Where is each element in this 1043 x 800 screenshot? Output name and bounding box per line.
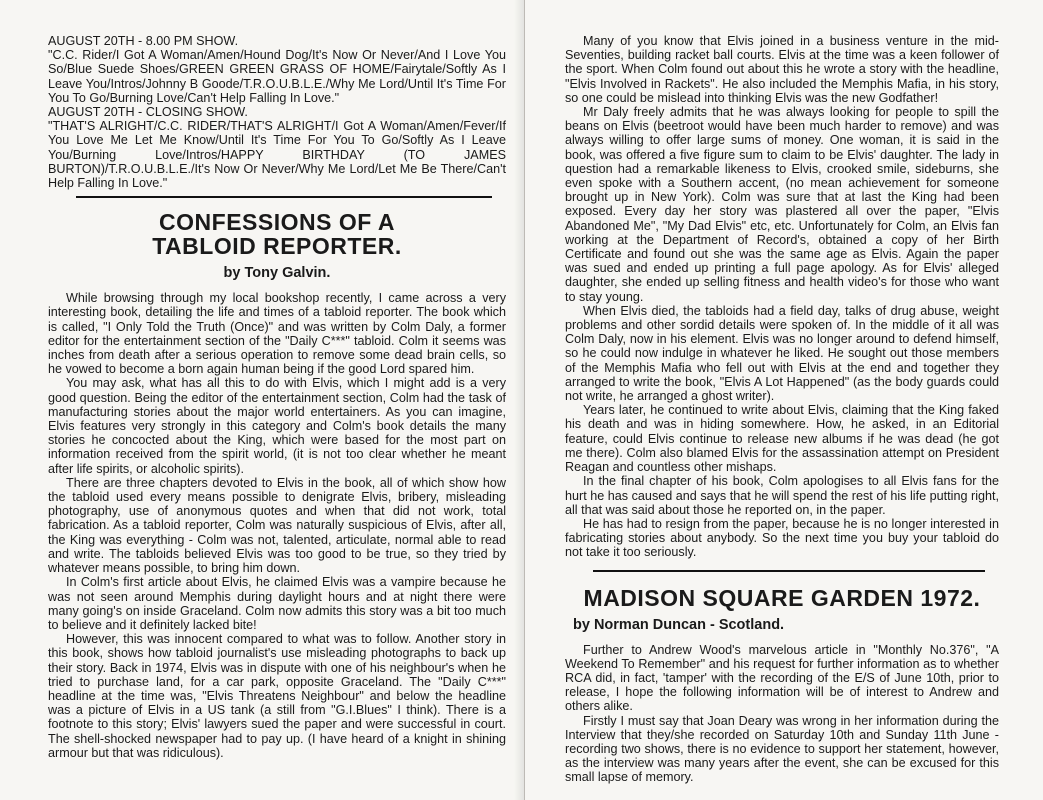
article-paragraph: In Colm's first article about Elvis, he claimed Elvis was a vampire because he was not seen around Memphis during daylight hours and at night there were many going's on inside Graceland. Colm now admits this story was a bit too much to believe and it definitely lacked bite! — [48, 575, 506, 632]
article-title-line-1: CONFESSIONS OF A — [159, 209, 395, 236]
continued-article-body — [565, 34, 999, 560]
article-body — [48, 291, 506, 760]
article-paragraph: Further to Andrew Wood's marvelous article in "Monthly No.376", "A Weekend To Remember" and his request for further information as to whether RCA did, in fact, 'tamper' with the recording of the E/S of June 10th, prior to release, I hope the following information will be of interest to Andrew and others alike. — [565, 642, 999, 714]
setlist-songs-1: "C.C. Rider/I Got A Woman/Amen/Hound Dog/It's Now Or Never/And I Love You So/Blue Suede Shoes/GREEN GREEN GRASS OF HOME/Fairytale/Softly As I Leave You/Intros/Johnny B Goode/T.R.O.U.B.L.E./Why Me Lord/Until It's Time For You To Go/Burning Love/Can't Help Falling In Love." — [48, 48, 506, 105]
article-paragraph: You may ask, what has all this to do with Elvis, which I might add is a very good question. Being the editor of the entertainment section, Colm had the task of manufacturing stories about the major world entertainers. As you can imagine, Elvis features very strongly in this category and Colm's book details the many stories he concocted about the King, which were based for the most part on information received from the spirit world, (it is not too clear whether he meant after life spirits, or alcoholic spirits). — [48, 376, 506, 476]
article-paragraph: He has had to resign from the paper, because he is no longer interested in fabricating stories about anybody. So the next time you buy your tabloid do not take it too seriously. — [565, 516, 999, 560]
article-paragraph: However, this was innocent compared to what was to follow. Another story in this book, shows how tabloid journalist's use misleading photographs to back up their story. Back in 1974, Elvis was in dispute with one of his neighbour's when he tried to purchase land, for a car park, opposite Graceland. The "Daily C***" headline at the time was, "Elvis Threatens Neighbour" and below the headline was a picture of Elvis in a US tank (a still from "G.I.Blues" I think). There is a footnote to this story; Elvis' lawyers sued the paper and were successful in court. The shell-shocked newspaper had to pay up. (I have heard of a knight in shining armour but that was ridiculous). — [48, 632, 506, 760]
article-byline: by Norman Duncan - Scotland. — [573, 616, 785, 633]
article-title-line-2: TABLOID REPORTER. — [152, 233, 402, 260]
article-paragraph: In the final chapter of his book, Colm apologises to all Elvis fans for the hurt he has caused and says that he will spend the rest of his life putting right, all that was said about those he reported on, in the paper. — [565, 474, 999, 517]
article-body — [565, 643, 999, 785]
article-paragraph: Mr Daly freely admits that he was always looking for people to spill the beans on Elvis (beetroot would have been much harder to remove) and was always willing to offer large sums of money. One woman, it is said in the book, was offered a five figure sum to claim to be Elvis' daughter. The lady in question had a remarkable likeness to Elvis, crooked smile, sideburns, she even spoke with a Southern accent, (no mean achievement for someone brought up in New York). Colm was sure that at last the King had been exposed. Every day her story was plastered all over the paper, "Elvis Abandoned Me", "My Dad Elvis" etc, etc. Unfortunately for Colm, an Elvis fan working at the Department of Record's, obtained a copy of her Birth Certificate and found out she was the same age as Elvis. Again the paper was sued and ended up printing a full page apology. As for Elvis' alleged daughter, she ended up selling fitness and health video's for those who want to stay young. — [565, 105, 999, 304]
setlist-heading-2: AUGUST 20TH - CLOSING SHOW. — [48, 105, 248, 120]
page-gutter-shadow — [514, 0, 524, 800]
article-title — [48, 210, 506, 258]
setlist-heading-1: AUGUST 20TH - 8.00 PM SHOW. — [48, 34, 239, 48]
article-title: MADISON SQUARE GARDEN 1972. — [583, 584, 981, 611]
section-divider — [76, 196, 492, 198]
setlist-section — [48, 34, 506, 190]
article-paragraph: When Elvis died, the tabloids had a field day, talks of drug abuse, weight problems and other sordid details were spoken of. In the middle of it all was Colm Daly, now in his element. Elvis was no longer around to defend himself, so he could now indulge in whatever he liked. He sought out those members of the Memphis Mafia who fell out with Elvis at the end and together they arranged to write the book, "Elvis A Lot Happened" (as the body guards could not write, he arranged a ghost writer). — [565, 303, 999, 404]
setlist-songs-2: "THAT'S ALRIGHT/C.C. RIDER/THAT'S ALRIGHT/I Got A Woman/Amen/Fever/If You Love Me Let Me Know/Until It's Time For You To Go/Softly As I Leave You/Burning Love/Intros/HAPPY BIRTHDAY (TO JAMES BURTON)/T.R.O.U.B.L.E./It's Now Or Never/Why Me Lord/Let Me Be There/Can't Help Falling In Love." — [48, 119, 506, 191]
article-paragraph: While browsing through my local bookshop recently, I came across a very interesting book, detailing the life and times of a tabloid reporter. The book which is called, "I Only Told the Truth (Once)" and was written by Colm Daly, a former editor for the entertainment section of the "Daily C***" tabloid. Colm it seems was inches from death after a serious operation to remove some dead brain cells, so he vowed to become a born again human being if the good Lord spared him. — [48, 291, 506, 377]
article-paragraph: Years later, he continued to write about Elvis, claiming that the King faked his death and was in hiding somewhere. How, he asked, in an Editorial feature, could Elvis continue to release new albums if he was dead (he got me there). Colm also blamed Elvis for the assassination attempt on President Reagan and countless other mishaps. — [565, 403, 999, 475]
article-paragraph: Many of you know that Elvis joined in a business venture in the mid-Seventies, building racket ball courts. Elvis at the time was a keen follower of the sport. When Colm found out about this he wrote a story with the headline, "Elvis Involved in Rackets". He also included the Memphis Mafia, in his story, so one could be mislead into thinking Elvis was the new Godfather! — [565, 34, 999, 105]
article-paragraph: There are three chapters devoted to Elvis in the book, all of which show how the tabloid used every means possible to denigrate Elvis, bribery, misleading photography, use of anonymous quotes and when that did not work, total fabrication. As a tabloid reporter, Colm was naturally suspicious of Elvis, after all, the King was everything - Colm was not, talented, articulate, normal able to read and write. The tabloids believed Elvis was too good to be true, so they tried by whatever means possible, to bring him down. — [48, 475, 506, 576]
right-page — [524, 0, 1043, 800]
section-divider — [593, 570, 985, 572]
article-paragraph: Firstly I must say that Joan Deary was wrong in her information during the Interview that they/she recorded on Saturday 10th and Sunday 11th June - recording two shows, there is no evidence to support her statement, however, as the interview was many years after the event, she can be excused for this small lapse of memory. — [565, 713, 999, 785]
article-byline: by Tony Galvin. — [223, 265, 331, 282]
